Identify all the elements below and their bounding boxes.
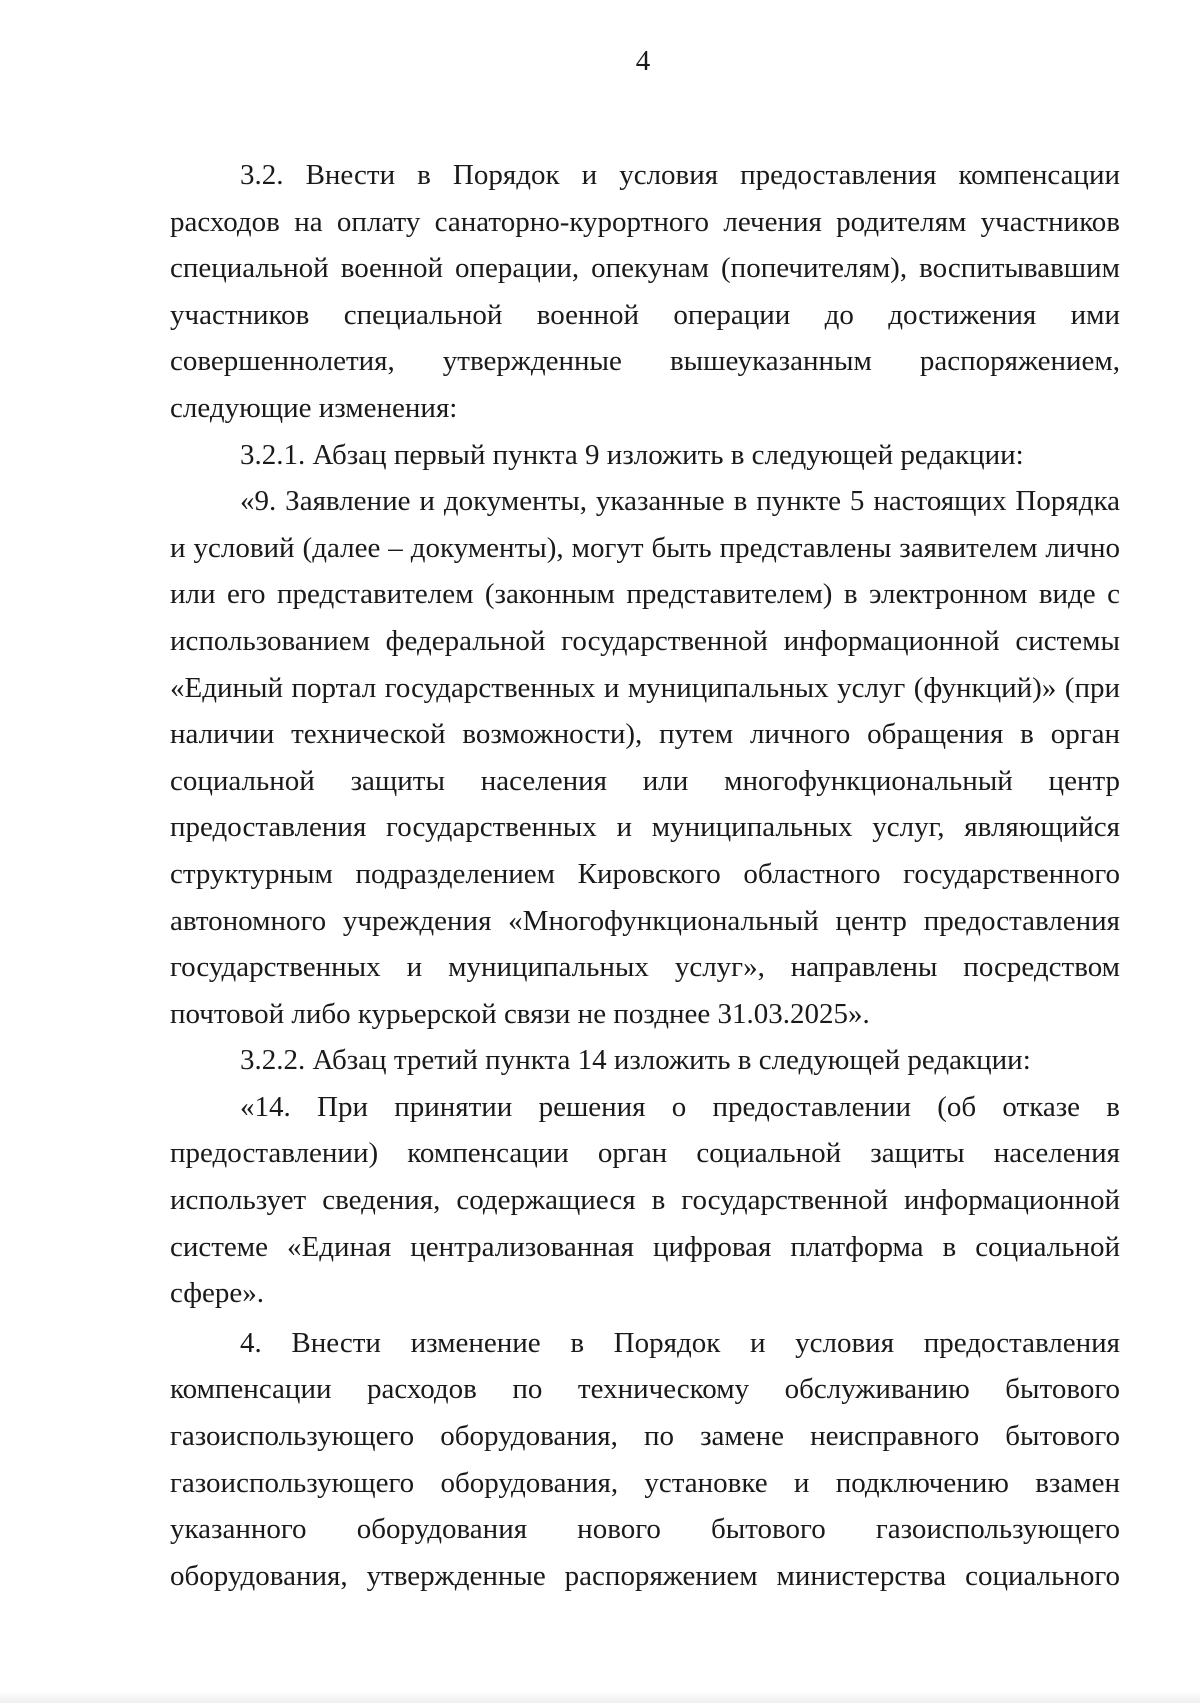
paragraph-quoted-item-14: «14. При принятии решения о предоставлении (об отказе в предоставлении) компенсации орган социальной защиты населения использует сведения, содержащиеся в государственной информационной системе «Единая централизованная цифровая платформа в социальной сфере». [170,1090,1120,1310]
paragraph-3-2-2: 3.2.2. Абзац третий пункта 14 изложить в следующей редакции: [240,1044,1031,1077]
scan-bottom-edge [0,1691,1200,1703]
page-number: 4 [635,45,651,77]
paragraph-4: 4. Внести изменение в Порядок и условия предоставления компенсации расходов по техническому обслуживанию бытового газоиспользующего оборудования, по замене неисправного бытового газоиспользующего оборудования, установке и подключению взамен указанного оборудования нового бытового газоиспользующего оборудования, утвержденные распоряжением министерства социального [170,1326,1120,1592]
paragraph-3-2: 3.2. Внести в Порядок и условия предоставления компенсации расходов на оплату санаторно-курортного лечения родителям участников специальной военной операции, опекунам (попечителям), воспитывавшим участников специальной военной операции до достижения ими совершеннолетия, утвержденные вышеуказанным распоряжением, следующие изменения: [170,159,1120,424]
paragraph-3-2-1: 3.2.1. Абзац первый пункта 9 изложить в следующей редакции: [240,438,1024,471]
document-body [170,152,1120,1599]
paragraph-quoted-item-9: «9. Заявление и документы, указанные в пункте 5 настоящих Порядка и условий (далее – документы), могут быть представлены заявителем лично или его представителем (законным представителем) в электронном виде с использованием федеральной государственной информационной системы «Единый портал государственных и муниципальных услуг (функций)» (при наличии технической возможности), путем личного обращения в орган социальной защиты населения или многофункциональный центр предоставления государственных и муниципальных услуг, являющийся структурным подразделением Кировского областного государственного автономного учреждения «Многофункциональный центр предоставления государственных и муниципальных услуг», направлены посредством почтовой либо курьерской связи не позднее 31.03.2025». [170,485,1120,1030]
